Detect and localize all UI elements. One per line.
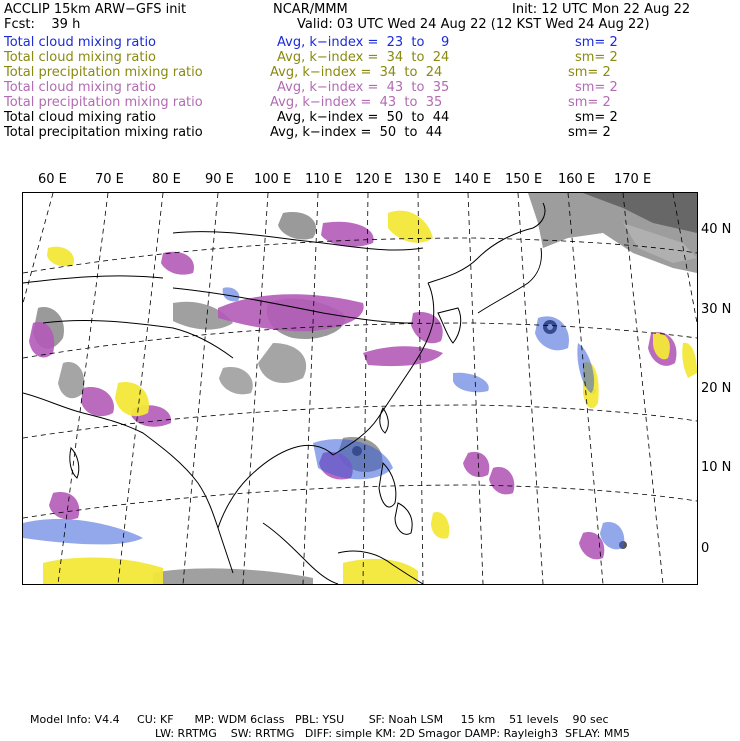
legend-avg-1: Avg, k−index = 23 to 9 (277, 35, 450, 50)
forecast-hour: Fcst: 39 h (4, 17, 81, 32)
lon-label-110e: 110 E (305, 172, 343, 187)
legend-avg-3: Avg, k−index = 34 to 24 (270, 65, 443, 80)
physics-info: LW: RRTMG SW: RRTMG DIFF: simple KM: 2D Smagor DAMP: Rayleigh3 SFLAY: MM5 (155, 727, 630, 740)
lon-label-130e: 130 E (404, 172, 442, 187)
legend-avg-7: Avg, k−index = 50 to 44 (270, 125, 443, 140)
lon-label-60e: 60 E (38, 172, 67, 187)
legend-label-3: Total precipitation mixing ratio (4, 65, 203, 80)
cloud-field-yellow (43, 211, 697, 584)
lat-label-equator: 0 (701, 541, 710, 556)
legend-label-7: Total precipitation mixing ratio (4, 125, 203, 140)
lon-label-80e: 80 E (152, 172, 181, 187)
lon-label-170e: 170 E (614, 172, 652, 187)
legend-sm-1: sm= 2 (575, 35, 618, 50)
legend-avg-6: Avg, k−index = 50 to 44 (277, 110, 450, 125)
lat-label-40n: 40 N (701, 222, 732, 237)
lon-label-90e: 90 E (205, 172, 234, 187)
lat-label-30n: 30 N (701, 302, 732, 317)
lon-label-160e: 160 E (558, 172, 596, 187)
legend-sm-2: sm= 2 (575, 50, 618, 65)
lat-label-20n: 20 N (701, 381, 732, 396)
legend-sm-4: sm= 2 (575, 80, 618, 95)
legend-avg-4: Avg, k−index = 43 to 35 (277, 80, 450, 95)
legend-label-1: Total cloud mixing ratio (4, 35, 157, 50)
legend-label-4: Total cloud mixing ratio (4, 80, 157, 95)
legend-label-6: Total cloud mixing ratio (4, 110, 157, 125)
forecast-map (22, 192, 698, 585)
legend-avg-5: Avg, k−index = 43 to 35 (270, 95, 443, 110)
lon-label-150e: 150 E (505, 172, 543, 187)
model-info: Model Info: V4.4 CU: KF MP: WDM 6class PBL: YSU SF: Noah LSM 15 km 51 levels 90 sec (30, 713, 609, 726)
legend-sm-5: sm= 2 (568, 95, 611, 110)
legend-label-2: Total cloud mixing ratio (4, 50, 157, 65)
legend-avg-2: Avg, k−index = 34 to 24 (277, 50, 450, 65)
lon-label-100e: 100 E (254, 172, 292, 187)
legend-sm-6: sm= 2 (575, 110, 618, 125)
init-time: Init: 12 UTC Mon 22 Aug 22 (512, 2, 691, 17)
organization: NCAR/MMM (273, 2, 348, 17)
map-canvas (23, 193, 697, 584)
legend-label-5: Total precipitation mixing ratio (4, 95, 203, 110)
model-title: ACCLIP 15km ARW−GFS init (4, 2, 187, 17)
legend-sm-3: sm= 2 (568, 65, 611, 80)
lon-label-70e: 70 E (95, 172, 124, 187)
lon-label-120e: 120 E (355, 172, 393, 187)
valid-time: Valid: 03 UTC Wed 24 Aug 22 (12 KST Wed 24 Aug 22) (297, 17, 650, 32)
lon-label-140e: 140 E (454, 172, 492, 187)
lat-label-10n: 10 N (701, 460, 732, 475)
legend-sm-7: sm= 2 (568, 125, 611, 140)
